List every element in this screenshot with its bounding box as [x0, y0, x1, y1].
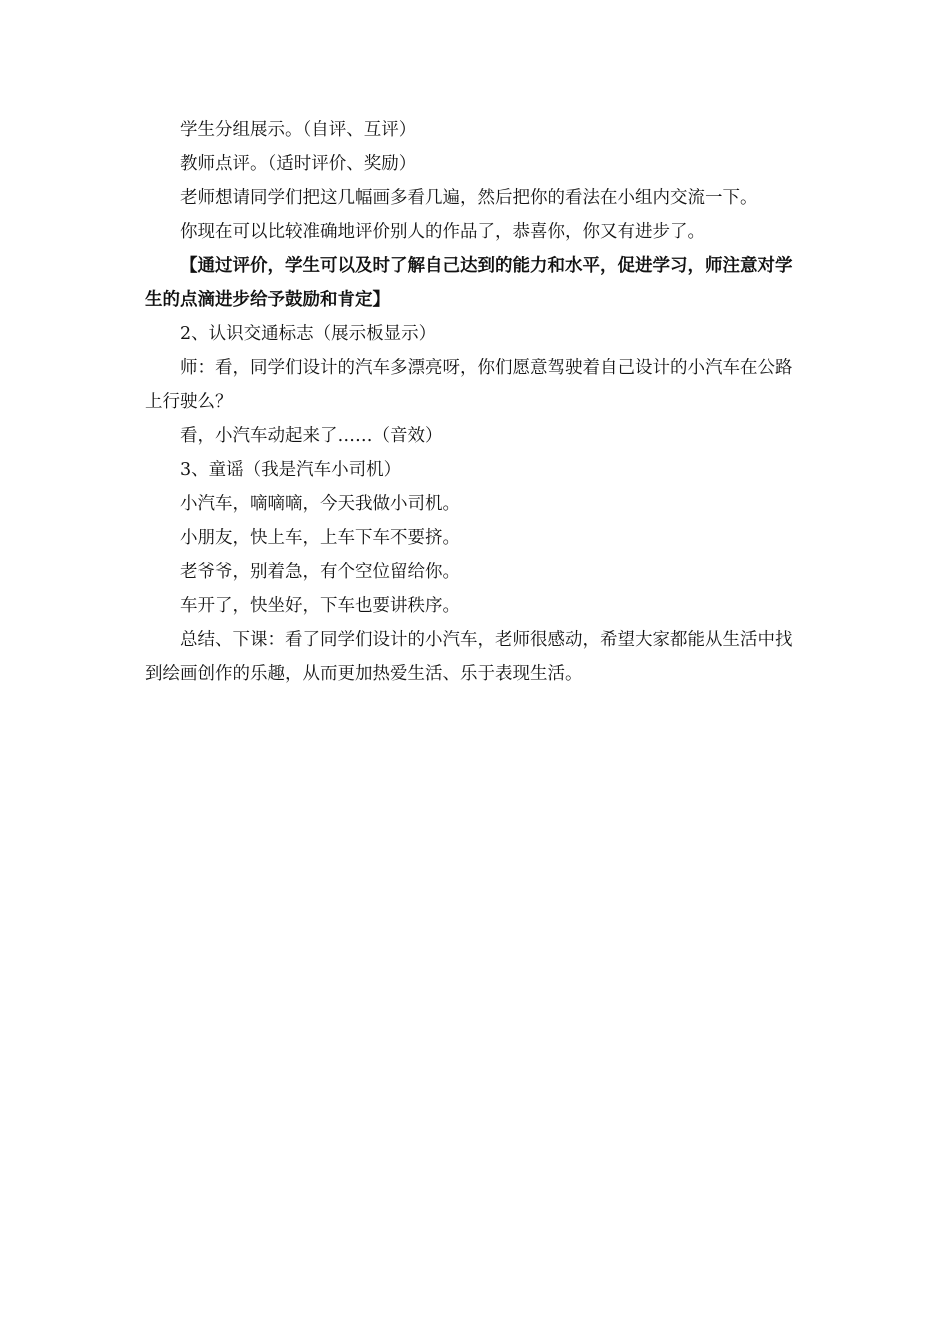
paragraph-section-traffic-signs: 2、认识交通标志（展示板显示）	[180, 324, 437, 344]
rhyme-line-1: 小汽车，嘀嘀嘀，今天我做小司机。	[180, 494, 460, 514]
paragraph-summary: 总结、下课：看了同学们设计的小汽车，老师很感动，希望大家都能从生活中找到绘画创作的乐趣，从而更加热爱生活、乐于表现生活。	[145, 630, 793, 684]
paragraph-teacher-comment: 教师点评。（适时评价、奖励）	[180, 154, 417, 174]
paragraph-evaluation-note: 【通过评价，学生可以及时了解自己达到的能力和水平，促进学习，师注意对学生的点滴进步给予鼓励和肯定】	[145, 256, 793, 310]
paragraph-teacher-request: 老师想请同学们把这几幅画多看几遍，然后把你的看法在小组内交流一下。	[180, 188, 758, 208]
document-body	[145, 113, 805, 691]
rhyme-line-4: 车开了，快坐好，下车也要讲秩序。	[180, 596, 460, 616]
paragraph-student-group-display: 学生分组展示。（自评、互评）	[180, 120, 417, 140]
paragraph-section-nursery-rhyme: 3、童谣（我是汽车小司机）	[180, 460, 402, 480]
paragraph-congratulation: 你现在可以比较准确地评价别人的作品了，恭喜你，你又有进步了。	[180, 222, 705, 242]
paragraph-car-moving: 看，小汽车动起来了……（音效）	[180, 426, 443, 446]
rhyme-line-3: 老爷爷，别着急，有个空位留给你。	[180, 562, 460, 582]
rhyme-line-2: 小朋友，快上车，上车下车不要挤。	[180, 528, 460, 548]
paragraph-teacher-question: 师：看，同学们设计的汽车多漂亮呀，你们愿意驾驶着自己设计的小汽车在公路上行驶么？	[145, 358, 793, 412]
